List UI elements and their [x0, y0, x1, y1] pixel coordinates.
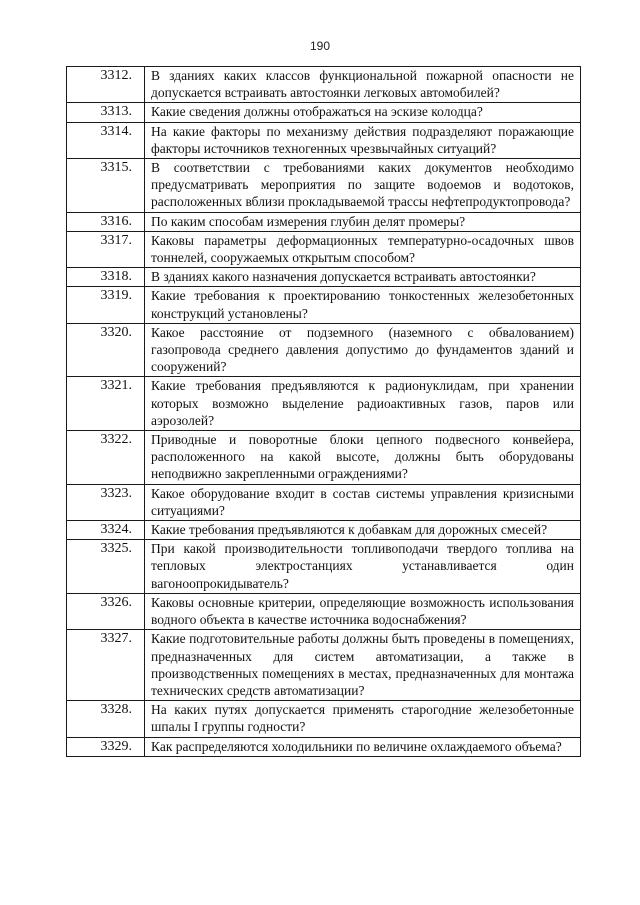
questions-table — [66, 66, 581, 757]
question-number: 3326. — [67, 593, 145, 629]
table-row — [67, 377, 581, 431]
question-text: Какие подготовительные работы должны быть проведены в помещениях, предназначенных для систем автоматизации, а также в производственных помещениях в местах, предназначенных для монтажа технических средств автоматизации? — [145, 630, 581, 701]
question-number: 3312. — [67, 67, 145, 103]
table-row — [67, 431, 581, 485]
question-number: 3317. — [67, 231, 145, 267]
question-number: 3320. — [67, 323, 145, 377]
question-number: 3321. — [67, 377, 145, 431]
question-text: При какой производительности топливоподачи твердого топлива на тепловых электростанциях устанавливается один вагоноопрокидыватель? — [145, 540, 581, 594]
question-text: Каковы параметры деформационных температурно-осадочных швов тоннелей, сооружаемых открытым способом? — [145, 231, 581, 267]
table-row — [67, 159, 581, 213]
table-row — [67, 540, 581, 594]
question-text: На какие факторы по механизму действия подразделяют поражающие факторы источников техногенных чрезвычайных ситуаций? — [145, 122, 581, 158]
question-number: 3325. — [67, 540, 145, 594]
question-number: 3324. — [67, 521, 145, 540]
table-row — [67, 323, 581, 377]
question-text: Какое оборудование входит в состав системы управления кризисными ситуациями? — [145, 484, 581, 520]
question-text: Какие сведения должны отображаться на эскизе колодца? — [145, 103, 581, 122]
question-text: Приводные и поворотные блоки цепного подвесного конвейера, расположенного на какой высоте, должны быть оборудованы неподвижно закрепленными ограждениями? — [145, 431, 581, 485]
question-number: 3318. — [67, 268, 145, 287]
question-text: В зданиях какого назначения допускается встраивать автостоянки? — [145, 268, 581, 287]
table-row — [67, 103, 581, 122]
question-text: В соответствии с требованиями каких документов необходимо предусматривать мероприятия по защите водоемов и водотоков, расположенных вблизи прокладываемой трассы нефтепродуктопровода? — [145, 159, 581, 213]
question-text: Какие требования к проектированию тонкостенных железобетонных конструкций установлены? — [145, 287, 581, 323]
question-text: Какие требования предъявляются к добавкам для дорожных смесей? — [145, 521, 581, 540]
question-number: 3329. — [67, 737, 145, 756]
question-text: На каких путях допускается применять старогодние железобетонные шпалы I группы годности? — [145, 701, 581, 737]
table-row — [67, 231, 581, 267]
table-row — [67, 287, 581, 323]
question-number: 3323. — [67, 484, 145, 520]
question-number: 3328. — [67, 701, 145, 737]
table-row — [67, 701, 581, 737]
question-number: 3313. — [67, 103, 145, 122]
question-number: 3319. — [67, 287, 145, 323]
question-text: Какие требования предъявляются к радионуклидам, при хранении которых возможно выделение радиоактивных газов, паров или аэрозолей? — [145, 377, 581, 431]
table-row — [67, 484, 581, 520]
page-number: 190 — [309, 39, 331, 53]
table-row — [67, 268, 581, 287]
question-text: Каковы основные критерии, определяющие возможность использования водного объекта в качестве источника водоснабжения? — [145, 593, 581, 629]
question-text: По каким способам измерения глубин делят промеры? — [145, 212, 581, 231]
question-text: В зданиях каких классов функциональной пожарной опасности не допускается встраивать автостоянки легковых автомобилей? — [145, 67, 581, 103]
question-text: Как распределяются холодильники по величине охлаждаемого объема? — [145, 737, 581, 756]
table-row — [67, 212, 581, 231]
table-row — [67, 593, 581, 629]
table-row — [67, 122, 581, 158]
question-number: 3315. — [67, 159, 145, 213]
table-row — [67, 737, 581, 756]
question-number: 3322. — [67, 431, 145, 485]
table-row — [67, 67, 581, 103]
question-number: 3314. — [67, 122, 145, 158]
table-row — [67, 630, 581, 701]
question-text: Какое расстояние от подземного (наземного с обвалованием) газопровода среднего давления допустимо до фундаментов зданий и сооружений? — [145, 323, 581, 377]
table-row — [67, 521, 581, 540]
question-number: 3316. — [67, 212, 145, 231]
question-number: 3327. — [67, 630, 145, 701]
